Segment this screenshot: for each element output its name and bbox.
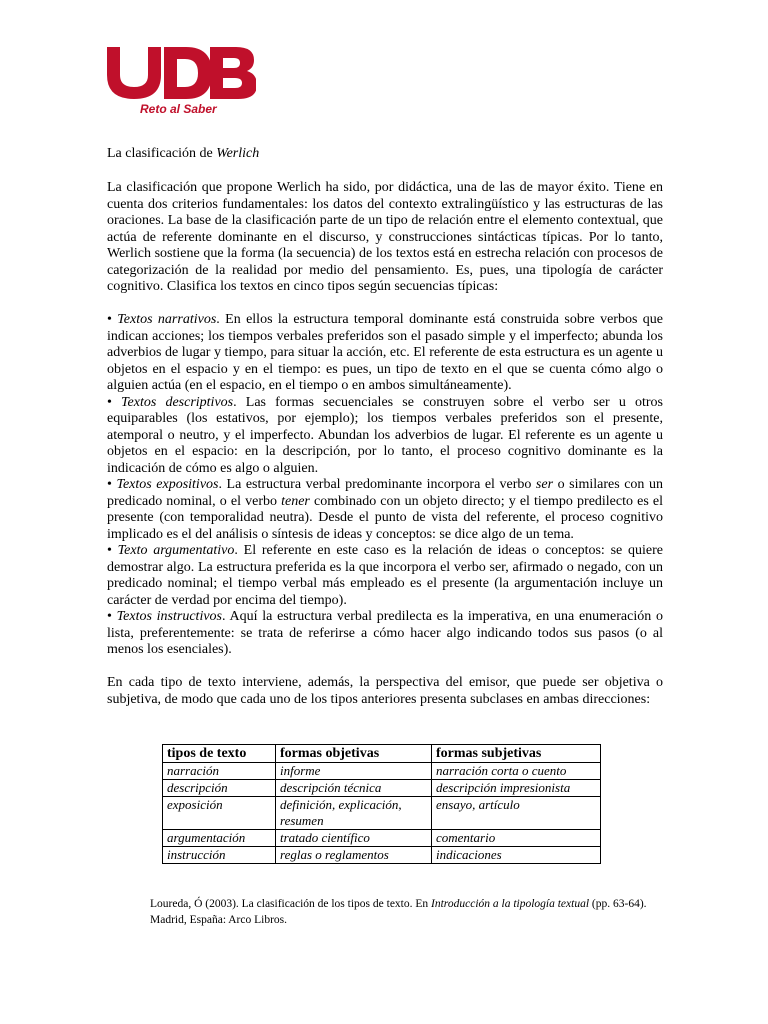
title-prefix: La clasificación de — [107, 146, 217, 161]
bullet: • — [107, 312, 118, 327]
type-text: combinado con un objeto directo; y el tiempo predilecto es el presente (con temporalidad neutra). Desde el punto de vista del referente, el proceso cognitivo implicado es el del análisis o síntesis de ideas y conceptos: se dice algo de un tema. — [107, 493, 663, 542]
type-argumentativo — [107, 543, 663, 609]
reference-pre: Loureda, Ó (2003). La clasificación de los tipos de texto. En — [150, 898, 432, 910]
closing-paragraph: En cada tipo de texto interviene, además, la perspectiva del emisor, que puede ser objetiva o subjetiva, de modo que cada uno de los tipos anteriores presenta subclases en ambas direcciones: — [107, 675, 663, 707]
table-cell: exposición — [163, 797, 276, 830]
table-header: formas objetivas — [276, 745, 432, 763]
type-text: . La estructura verbal predominante incorpora el verbo — [218, 477, 536, 492]
body-text — [107, 180, 663, 708]
type-text: . Aquí la estructura verbal predilecta es la imperativa, en una enumeración o lista, preferentemente: se trata de referirse a cómo hacer algo indicando todos sus pasos (o al menos los esenciales). — [107, 609, 663, 657]
table-cell: instrucción — [163, 847, 276, 864]
bullet: • — [107, 477, 117, 492]
type-text: . En ellos la estructura temporal dominante está construida sobre verbos que indican acciones; los tiempos verbales preferidos son el pasado simple y el imperfecto; abunda los adverbios de lugar y tiempo, para situar la acción, etc. El referente de esta estructura es un agente u objetos en el espacio y en el tiempo: es pues, un tipo de texto en el que se cuenta cómo algo o alguien actúa (en el espacio, en el tiempo o en ambos simultáneamente). — [107, 312, 663, 393]
text-types-table — [162, 744, 601, 864]
table-row — [163, 797, 601, 830]
table-header-row — [163, 745, 601, 763]
intro-paragraph: La clasificación que propone Werlich ha sido, por didáctica, una de las de mayor éxito. Tiene en cuenta dos criterios fundamentales: los datos del contexto extralingüístico y las estructuras de las oraciones. La base de la clasificación parte de un tipo de relación entre el elemento contextual, que actúa de referente dominante en el discurso, y construcciones sintácticas típicas. Por lo tanto, Werlich sostiene que la forma (la secuencia) de los textos está en estrecha relación con procesos de categorización de la realidad por medio del pensamiento. Es, pues, una tipología de carácter cognitivo. Clasifica los textos en cinco tipos según secuencias típicas: — [107, 180, 663, 294]
title-name: Werlich — [216, 146, 260, 161]
table-header: formas subjetivas — [432, 745, 601, 763]
reference-citation — [150, 896, 662, 928]
table-header: tipos de texto — [163, 745, 276, 763]
emphasis-tener: tener — [281, 493, 310, 509]
type-instructivos — [107, 609, 663, 659]
table-row — [163, 830, 601, 847]
table-cell: descripción técnica — [276, 780, 432, 797]
table-cell: tratado científico — [276, 830, 432, 847]
table-cell: ensayo, artículo — [432, 797, 601, 830]
table-cell: narración corta o cuento — [432, 763, 601, 780]
table-cell: indicaciones — [432, 847, 601, 864]
type-narrativos — [107, 312, 663, 395]
type-name: Textos instructivos — [116, 609, 222, 624]
table-cell: informe — [276, 763, 432, 780]
type-name: Textos descriptivos — [121, 394, 234, 410]
table-row — [163, 763, 601, 780]
type-text: . Las formas secuenciales se construyen sobre el verbo ser u otros equiparables (los estativos, por ejemplo); los tiempos verbales preferidos son el presente, atemporal o neutro, y el imperfecto. Abundan los adverbios de lugar. El referente es un agente u objetos en el espacio: en la descripción, por lo tanto, el proceso cognitivo dominante es la indicación de cómo es algo o alguien. — [107, 394, 663, 476]
table-row — [163, 780, 601, 797]
table-cell: comentario — [432, 830, 601, 847]
logo-tagline: Reto al Saber — [140, 102, 217, 116]
type-name: Textos expositivos — [116, 477, 219, 492]
table-cell: descripción impresionista — [432, 780, 601, 797]
udb-logo-mark — [106, 45, 256, 117]
table-cell: argumentación — [163, 830, 276, 847]
reference-book-title: Introducción a la tipología textual — [431, 898, 590, 910]
udb-logo — [106, 45, 256, 117]
table-cell: descripción — [163, 780, 276, 797]
table-cell: narración — [163, 763, 276, 780]
table-cell: definición, explicación, resumen — [276, 797, 432, 830]
type-name: Textos narrativos — [117, 312, 217, 327]
type-expositivos — [107, 477, 663, 543]
text-types-table-wrap — [162, 744, 601, 864]
type-descriptivos — [107, 395, 663, 478]
bullet: • — [107, 394, 122, 410]
bullet: • — [107, 543, 118, 558]
type-text: o similares con un predicado nominal, o el verbo — [107, 477, 663, 509]
type-name: Texto argumentativo — [117, 543, 235, 558]
page-title — [107, 145, 259, 162]
emphasis-ser: ser — [535, 477, 554, 492]
table-row — [163, 847, 601, 864]
type-text: . El referente en este caso es la relación de ideas o conceptos: se quiere demostrar algo. La estructura preferida es la que incorpora el verbo ser, afirmado o negado, con un predicado nominal; el tiempo verbal más empleado es el presente (la argumentación incluye un carácter de verdad por encima del tiempo). — [107, 543, 663, 608]
reference-post: (pp. 63-64). Madrid, España: Arco Libros. — [150, 898, 647, 926]
bullet: • — [107, 609, 117, 624]
table-cell: reglas o reglamentos — [276, 847, 432, 864]
